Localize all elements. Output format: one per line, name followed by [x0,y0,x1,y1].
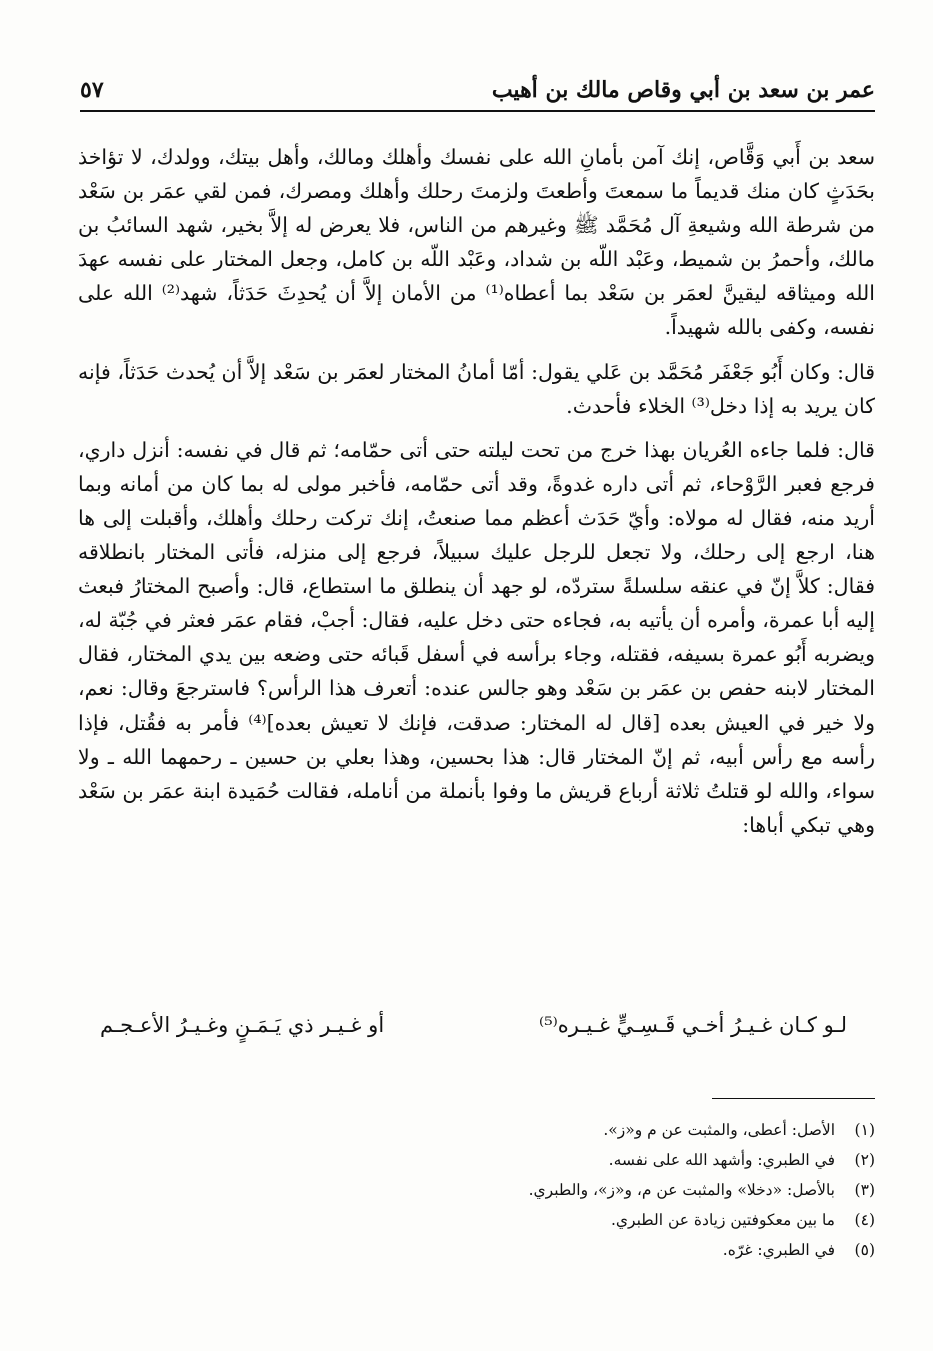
footnote-number: (٣) [854,1181,875,1199]
footnote [200,1205,875,1235]
page-header [80,70,875,112]
footnote-number: (٥) [854,1241,875,1259]
footnote [200,1175,875,1205]
footnote-text: في الطبري: غرّه. [722,1241,835,1259]
footnote-number: (٤) [854,1211,875,1229]
footnote-number: (١) [854,1121,875,1139]
paragraph: قال: فلما جاءه العُريان بهذا خرج من تحت ليلته حتى أتى حمّامه؛ ثم قال في نفسه: أنزل داري، فرجع فعبر الرَّوْحاء، ثم أتى داره غدوةً، وقد أتى حمّامه، فأخبر مولى له بما كان من أمانه وبما أريد منه، فقال له مولاه: وأيّ حَدَث أعظم مما صنعتُ، إنك تركت رحلك وأهلك، وأقبلت إلى ها هنا، ارجع إلى رحلك، ولا تجعل للرجل عليك سبيلاً، فرجع إلى منزله، فأتى المختار بانطلاقه فقال: كلاَّ إنّ في عنقه سلسلةً ستردّه، لو جهد أن ينطلق ما استطاع، قال: وأصبح المختارُ فبعث إليه أبا عمرة، وأمره أن يأتيه به، فجاءه حتى دخل عليه، فقال: أجبْ، فقام عمَر فعثر في جُبّة له، ويضربه أَبُو عمرة بسيفه، فقتله، وجاء برأسه في أسفل قَبائه حتى وضعه بين يدي المختار، فقال المختار لابنه حفص بن عمَر بن سَعْد وهو جالس عنده: أتعرف هذا الرأس؟ فاسترجعَ وقال: نعم، ولا خير في العيش بعده [قال له المختار: صدقت، فإنك لا تعيش بعده]⁽⁴⁾ فأمر به فقُتل، فإذا رأسه مع رأس أبيه، ثم إنّ المختار قال: هذا بحسين، وهذا بعلي بن حسين ـ رحمهما الله ـ ولا سواء، والله لو قتلتُ ثلاثة أرباع قريش ما وفوا بأنملة من أنامله، فقالت حُمَيدة ابنة عمَر بن سَعْد وهي تبكي أباها: [78,437,875,837]
footnotes [200,1115,875,1265]
footnote [200,1145,875,1175]
footnote-text: بالأصل: «دخلا» والمثبت عن م، و«ز»، والطبري. [528,1181,835,1199]
paragraph: سعد بن أَبي وَقَّاص، إنك آمن بأمانِ الله على نفسك وأهلك ومالك، وأهل بيتك، وولدك، لا تؤاخذ بحَدَثٍ كان منك قديماً ما سمعتَ وأطعتَ ولزمتَ رحلك وأهلك ومصرك، فمن لقي عمَر بن سَعْد من شرطة الله وشيعةِ آل مُحَمَّد ﷺ وغيرهم من الناس، فلا يعرض له إلاَّ بخير، شهد السائبُ بن مالك، وأحمرُ بن شميط، وعَبْد اللّه بن شداد، وعَبْد اللّه بن كامل، وجعل المختار على نفسه عهدَ الله وميثاقه ليقينَّ لعمَر بن سَعْد بما أعطاه⁽¹⁾ من الأمان إلاَّ أن يُحدِثَ حَدَثاً، شهد⁽²⁾ الله على نفسه، وكفى بالله شهيداً. [78,145,875,340]
running-title: عمر بن سعد بن أبي وقاص مالك بن أهيب [491,77,875,103]
footnote-text: في الطبري: وأشهد الله على نفسه. [608,1151,835,1169]
poem-verse [100,1013,847,1037]
footnote-number: (٢) [854,1151,875,1169]
page-number: ٥٧ [80,77,104,103]
main-text [78,140,875,842]
footnote-text: ما بين معكوفتين زيادة عن الطبري. [611,1211,835,1229]
poem-hemistich-first: لـو كـان غـيـرُ أخـي قَـسِـيٍّ غـيـره⁽⁵⁾ [539,1013,847,1037]
paragraph: قال: وكان أَبُو جَعْفَر مُحَمَّد بن عَلي يقول: أمّا أمانُ المختار لعمَر بن سَعْد إلاَّ أن يُحدث حَدَثاً، فإنه كان يريد به إذا دخل⁽³⁾ الخلاء فأحدث. [78,359,875,418]
footnote [200,1115,875,1145]
footnote-text: الأصل: أعطى، والمثبت عن م و«ز». [603,1121,835,1139]
footnote-divider [712,1098,875,1099]
poem-hemistich-second: أو غـيـر ذي يَـمَـنٍ وغـيـرُ الأعـجـم [100,1013,385,1037]
footnote [200,1235,875,1265]
